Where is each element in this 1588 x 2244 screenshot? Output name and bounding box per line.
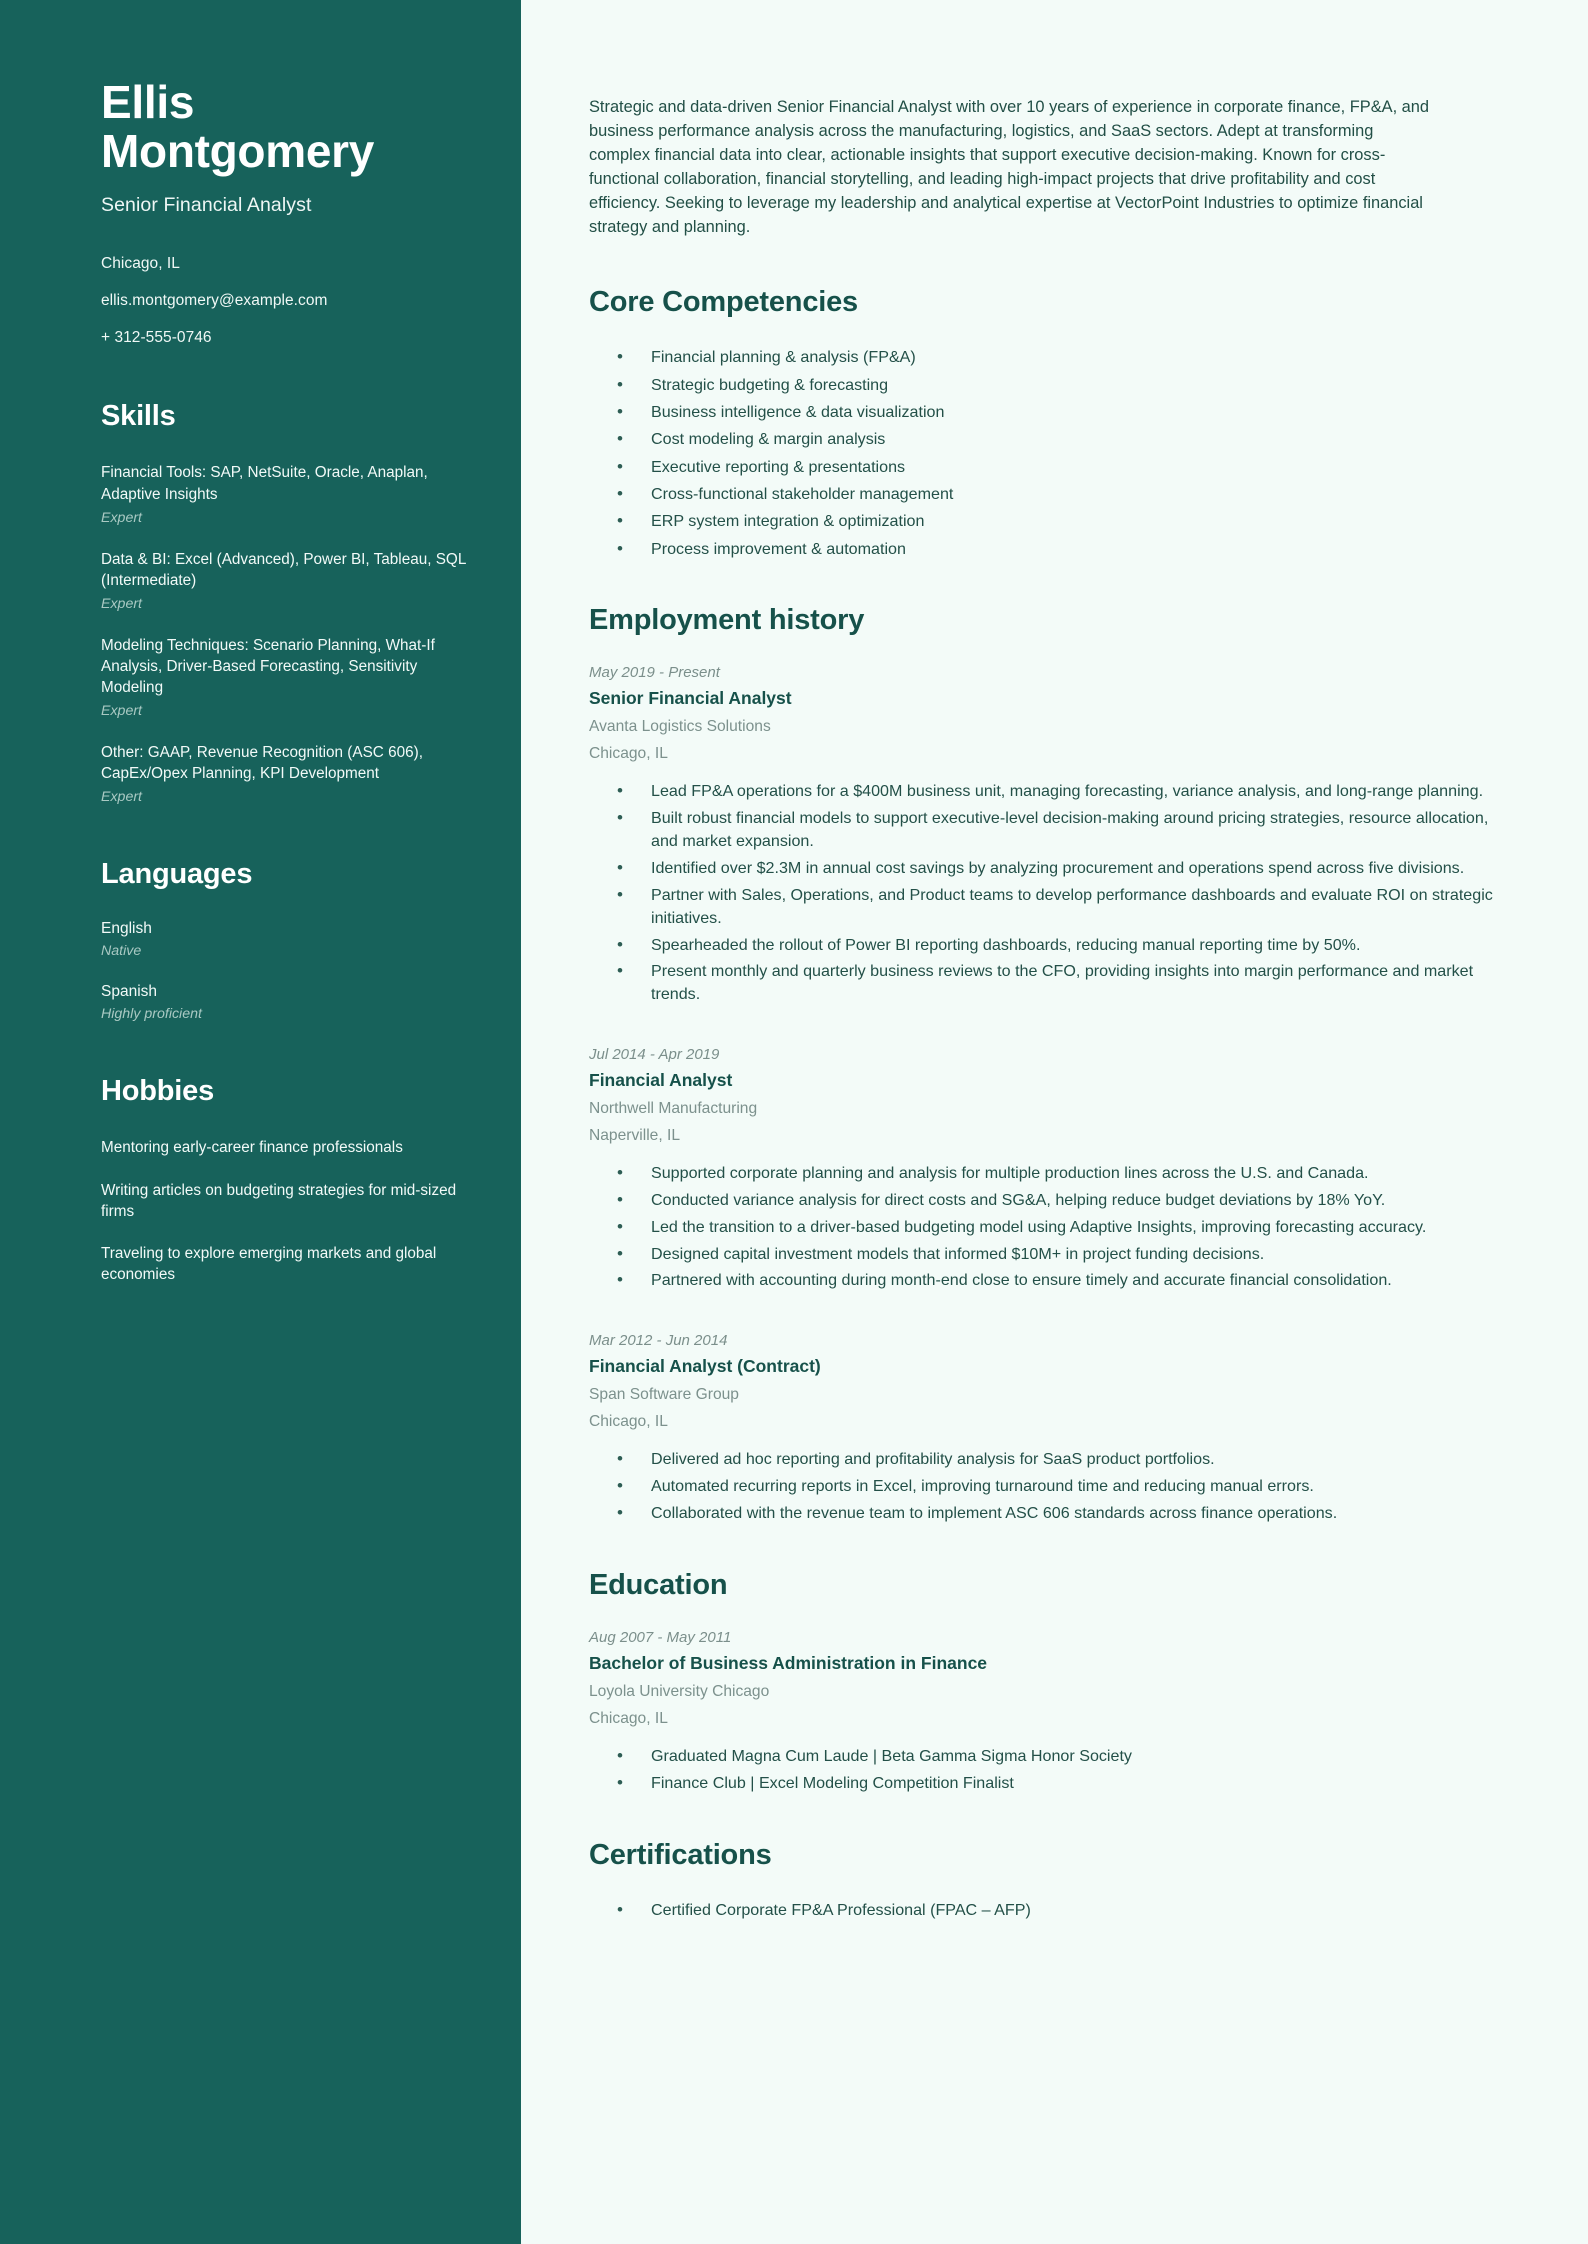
employment-company: Span Software Group xyxy=(589,1386,739,1404)
hobby-item: Mentoring early-career finance professionals xyxy=(101,1139,403,1157)
skill-item xyxy=(101,635,476,719)
education-degree: Bachelor of Business Administration in Finance xyxy=(589,1652,988,1673)
employment-bullets xyxy=(589,1162,1503,1292)
language-name: Spanish xyxy=(101,983,158,1001)
employment-entry xyxy=(589,1046,1503,1292)
contact-email[interactable]: ellis.montgomery@example.com xyxy=(101,292,328,310)
core-competencies-list xyxy=(589,346,1503,560)
list-item: • Business intelligence & data visualization xyxy=(589,401,1503,424)
list-item: • ERP system integration & optimization xyxy=(589,510,1503,533)
employment-company: Avanta Logistics Solutions xyxy=(589,718,771,736)
certifications-list xyxy=(589,1899,1503,1922)
professional-summary: Strategic and data-driven Senior Financial Analyst with over 10 years of experience in corporate finance, FP&A, and business performance analysis across the manufacturing, logistics, and SaaS sectors. Adept at transforming complex financial data into clear, actionable insights that support executive decision-making. Known for cross-functional collaboration, financial storytelling, and leading high-impact projects that drive profitability and cost efficiency. Seeking to leverage my leadership and analytical expertise at VectorPoint Industries to optimize financial strategy and planning. xyxy=(589,98,1430,237)
education-bullets xyxy=(589,1745,1503,1795)
candidate-job-title: Senior Financial Analyst xyxy=(101,194,312,217)
education-heading: Education xyxy=(589,1568,728,1601)
list-item: • Present monthly and quarterly business reviews to the CFO, providing insights into margin performance and market trends. xyxy=(589,960,1503,1006)
language-level: Highly proficient xyxy=(101,1006,202,1023)
skill-level: Expert xyxy=(101,509,143,526)
core-competencies-heading: Core Competencies xyxy=(589,286,858,319)
skill-level: Expert xyxy=(101,789,143,806)
list-item: • Led the transition to a driver-based budgeting model using Adaptive Insights, improving forecasting accuracy. xyxy=(589,1216,1503,1239)
certifications-section xyxy=(589,1839,1503,1922)
languages-heading: Languages xyxy=(101,858,253,891)
list-item: • Identified over $2.3M in annual cost savings by analyzing procurement and operations spend across five divisions. xyxy=(589,857,1503,880)
skill-item xyxy=(101,742,476,805)
language-name: English xyxy=(101,920,152,938)
resume-main-column xyxy=(521,0,1588,2244)
list-item: • Cost modeling & margin analysis xyxy=(589,428,1503,451)
education-entry xyxy=(589,1629,1503,1795)
core-competencies-section xyxy=(589,286,1503,560)
employment-location: Naperville, IL xyxy=(589,1127,681,1145)
list-item: • Partner with Sales, Operations, and Product teams to develop performance dashboards and evaluate ROI on strategic initiatives. xyxy=(589,884,1503,930)
employment-role: Financial Analyst xyxy=(589,1070,733,1091)
skills-heading: Skills xyxy=(101,400,176,433)
list-item: • Executive reporting & presentations xyxy=(589,456,1503,479)
list-item: • Financial planning & analysis (FP&A) xyxy=(589,346,1503,369)
list-item: • Conducted variance analysis for direct costs and SG&A, helping reduce budget deviations by 18% YoY. xyxy=(589,1189,1503,1212)
certifications-heading: Certifications xyxy=(589,1838,772,1871)
employment-role: Senior Financial Analyst xyxy=(589,688,792,709)
hobbies-heading: Hobbies xyxy=(101,1075,214,1108)
skill-item xyxy=(101,549,476,612)
employment-role: Financial Analyst (Contract) xyxy=(589,1356,821,1377)
list-item: • Process improvement & automation xyxy=(589,538,1503,561)
list-item: • Strategic budgeting & forecasting xyxy=(589,374,1503,397)
list-item: • Collaborated with the revenue team to implement ASC 606 standards across finance operations. xyxy=(589,1502,1503,1525)
skill-name: Financial Tools: SAP, NetSuite, Oracle, Anaplan, Adaptive Insights xyxy=(101,464,428,503)
skill-level: Expert xyxy=(101,595,143,612)
list-item: • Supported corporate planning and analysis for multiple production lines across the U.S. and Canada. xyxy=(589,1162,1503,1185)
education-school: Loyola University Chicago xyxy=(589,1682,770,1700)
employment-bullets xyxy=(589,1448,1503,1525)
hobby-item: Writing articles on budgeting strategies for mid-sized firms xyxy=(101,1181,457,1220)
language-item xyxy=(101,920,476,959)
employment-dates: Mar 2012 - Jun 2014 xyxy=(589,1332,728,1350)
list-item: • Graduated Magna Cum Laude | Beta Gamma Sigma Honor Society xyxy=(589,1745,1503,1768)
list-item: • Designed capital investment models that informed $10M+ in project funding decisions. xyxy=(589,1243,1503,1266)
language-item xyxy=(101,983,476,1022)
list-item: • Certified Corporate FP&A Professional (FPAC – AFP) xyxy=(589,1899,1503,1922)
list-item: • Built robust financial models to support executive-level decision-making around pricing strategies, resource allocation, and market expansion. xyxy=(589,807,1503,853)
list-item: • Finance Club | Excel Modeling Competition Finalist xyxy=(589,1772,1503,1795)
list-item: • Automated recurring reports in Excel, improving turnaround time and reducing manual errors. xyxy=(589,1475,1503,1498)
contact-block xyxy=(101,255,476,347)
skill-name: Other: GAAP, Revenue Recognition (ASC 606), CapEx/Opex Planning, KPI Development xyxy=(101,744,423,783)
list-item: • Cross-functional stakeholder management xyxy=(589,483,1503,506)
education-location: Chicago, IL xyxy=(589,1709,668,1727)
list-item: • Delivered ad hoc reporting and profitability analysis for SaaS product portfolios. xyxy=(589,1448,1503,1471)
employment-dates: May 2019 - Present xyxy=(589,664,720,682)
education-dates: Aug 2007 - May 2011 xyxy=(589,1628,732,1646)
education-section xyxy=(589,1569,1503,1795)
contact-phone[interactable]: + 312-555-0746 xyxy=(101,329,212,347)
skill-name: Data & BI: Excel (Advanced), Power BI, Tableau, SQL (Intermediate) xyxy=(101,550,466,589)
contact-location: Chicago, IL xyxy=(101,255,180,273)
hobby-item: Traveling to explore emerging markets and global economies xyxy=(101,1244,437,1283)
employment-dates: Jul 2014 - Apr 2019 xyxy=(589,1046,720,1064)
employment-location: Chicago, IL xyxy=(589,1413,668,1431)
sidebar xyxy=(0,0,521,2244)
employment-entry xyxy=(589,1332,1503,1525)
list-item: • Lead FP&A operations for a $400M business unit, managing forecasting, variance analysis, and long-range planning. xyxy=(589,780,1503,803)
employment-entry xyxy=(589,664,1503,1006)
list-item: • Partnered with accounting during month-end close to ensure timely and accurate financial consolidation. xyxy=(589,1269,1503,1292)
skill-level: Expert xyxy=(101,703,143,720)
employment-bullets xyxy=(589,780,1503,1006)
employment-location: Chicago, IL xyxy=(589,745,668,763)
hobbies-list xyxy=(101,1137,476,1285)
list-item: • Spearheaded the rollout of Power BI reporting dashboards, reducing manual reporting time by 50%. xyxy=(589,934,1503,957)
employment-history-section xyxy=(589,604,1503,1524)
language-level: Native xyxy=(101,943,142,960)
employment-company: Northwell Manufacturing xyxy=(589,1100,758,1118)
languages-list xyxy=(101,920,476,1022)
employment-history-heading: Employment history xyxy=(589,604,865,637)
candidate-name: Ellis Montgomery xyxy=(101,76,375,178)
skill-name: Modeling Techniques: Scenario Planning, What-If Analysis, Driver-Based Forecasting, Sensitivity Modeling xyxy=(101,636,435,697)
skills-list xyxy=(101,462,476,805)
skill-item xyxy=(101,462,476,525)
